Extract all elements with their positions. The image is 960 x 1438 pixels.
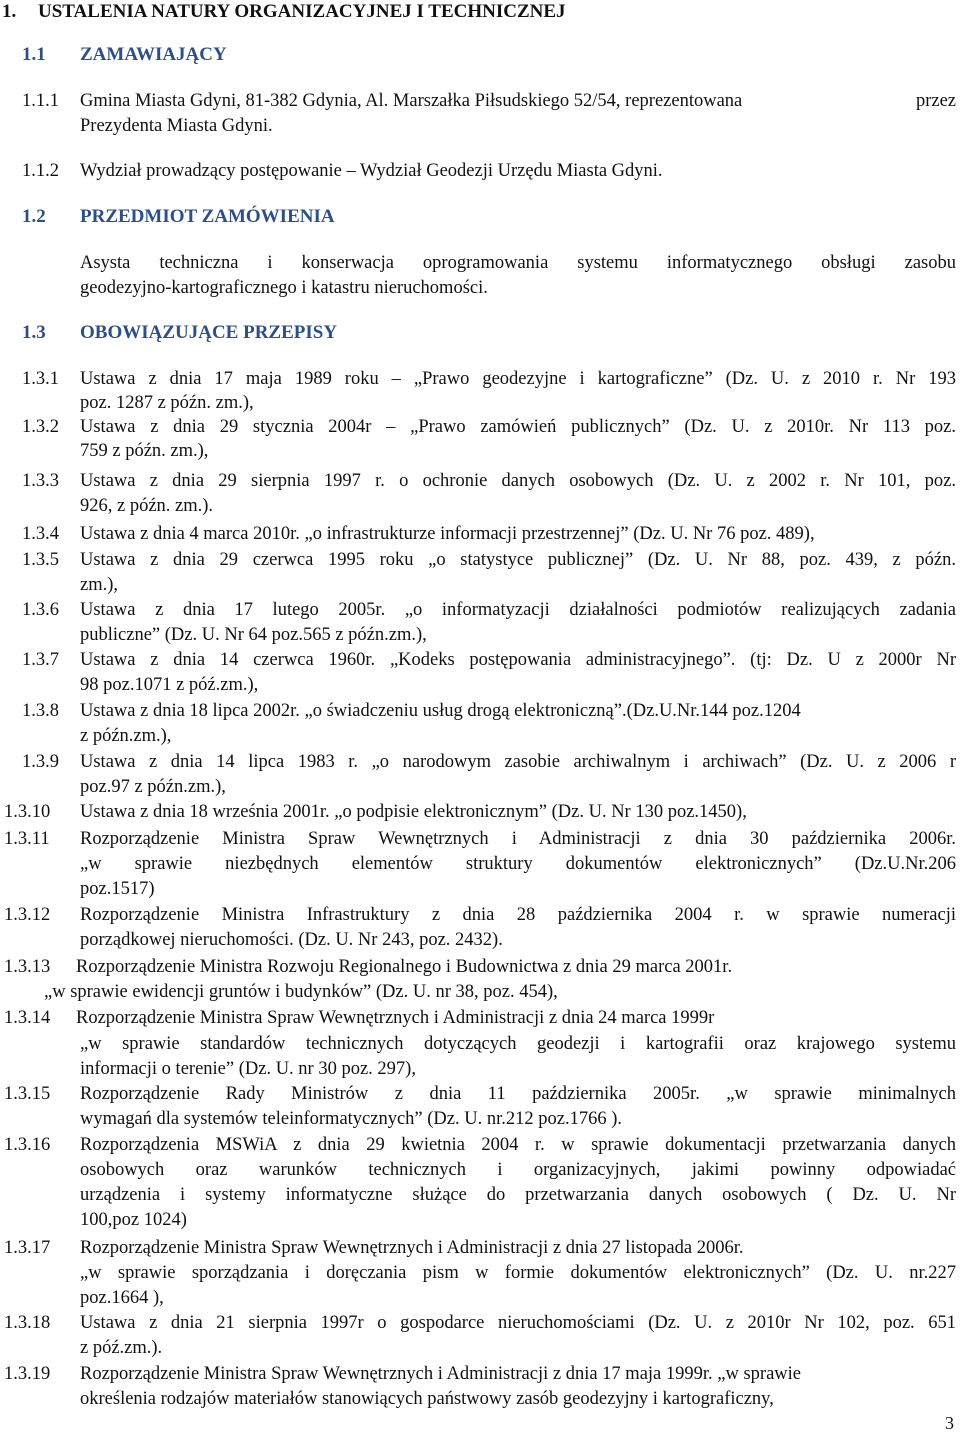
item-text: Prezydenta Miasta Gdyni. — [80, 116, 273, 136]
section-title: OBOWIĄZUJĄCE PRZEPISY — [80, 322, 338, 343]
paragraph-text: Asysta techniczna i konserwacja oprogramowania systemu informatycznego obsługi zasobu — [80, 253, 956, 273]
item-number: 1.3.19 — [4, 1364, 51, 1384]
item-text: 759 z późn. zm.), — [80, 441, 209, 461]
item-text: Ustawa z dnia 14 lipca 1983 r. „o narodowym zasobie archiwalnym i archiwach” (Dz. U. z 2006 r — [80, 752, 956, 772]
item-number: 1.3.12 — [4, 905, 51, 925]
item-text: Ustawa z dnia 29 stycznia 2004r – „Prawo zamówień publicznych” (Dz. U. z 2010r. Nr 113 poz. — [80, 417, 956, 437]
item-text: „w sprawie standardów technicznych dotyczących geodezji i kartografii oraz krajowego systemu — [80, 1034, 956, 1054]
item-number: 1.3.15 — [4, 1084, 51, 1104]
item-number: 1.3.14 — [4, 1008, 51, 1028]
item-number: 1.3.16 — [4, 1135, 51, 1155]
item-text: z późn.zm.), — [80, 726, 172, 746]
item-number: 1.3.3 — [22, 471, 59, 491]
item-text: poz.97 z późn.zm.), — [80, 777, 226, 797]
item-number: 1.3.6 — [22, 600, 59, 620]
item-text: poz.1664 ), — [80, 1288, 164, 1308]
item-number: 1.1.2 — [22, 161, 59, 181]
item-text: Rozporządzenie Ministra Rozwoju Regionalnego i Budownictwa z dnia 29 marca 2001r. — [76, 957, 733, 977]
item-text: informacji o terenie” (Dz. U. nr 30 poz. 297), — [80, 1059, 416, 1079]
item-text: Rozporządzenie Ministra Spraw Wewnętrznych i Administracji z dnia 30 października 2006r. — [80, 829, 956, 849]
item-text: Ustawa z dnia 18 września 2001r. „o podpisie elektronicznym” (Dz. U. Nr 130 poz.1450), — [80, 802, 747, 822]
section-number: 1. — [2, 1, 17, 22]
item-text: 98 poz.1071 z póź.zm.), — [80, 675, 259, 695]
item-text: Ustawa z dnia 14 czerwca 1960r. „Kodeks postępowania administracyjnego”. (tj: Dz. U z 2000r Nr — [80, 650, 956, 670]
item-number: 1.3.1 — [22, 369, 59, 389]
item-text: Rozporządzenie Ministra Spraw Wewnętrznych i Administracji z dnia 27 listopada 2006r. — [80, 1238, 744, 1258]
item-text: porządkowej nieruchomości. (Dz. U. Nr 243, poz. 2432). — [80, 930, 503, 950]
item-text: Ustawa z dnia 29 sierpnia 1997 r. o ochronie danych osobowych (Dz. U. z 2002 r. Nr 101, poz. — [80, 471, 956, 491]
section-number: 1.3 — [22, 322, 46, 343]
item-text: Rozporządzenie Ministra Spraw Wewnętrznych i Administracji z dnia 17 maja 1999r. „w sprawie — [80, 1364, 802, 1384]
item-number: 1.1.1 — [22, 91, 59, 111]
section-number: 1.1 — [22, 44, 46, 65]
item-text: Ustawa z dnia 17 lutego 2005r. „o informatyzacji działalności podmiotów realizujących zadania — [80, 600, 956, 620]
item-text: Wydział prowadzący postępowanie – Wydział Geodezji Urzędu Miasta Gdyni. — [80, 161, 663, 181]
item-number: 1.3.10 — [4, 802, 51, 822]
item-text: „w sprawie ewidencji gruntów i budynków” (Dz. U. nr 38, poz. 454), — [44, 982, 558, 1002]
item-number: 1.3.4 — [22, 524, 59, 544]
item-number: 1.3.8 — [22, 701, 59, 721]
item-text: wymagań dla systemów teleinformatycznych” (Dz. U. nr.212 poz.1766 ). — [80, 1109, 623, 1129]
item-text: poz. 1287 z późn. zm.), — [80, 393, 254, 413]
paragraph-text: geodezyjno-kartograficznego i katastru nieruchomości. — [80, 278, 488, 298]
item-text: Ustawa z dnia 18 lipca 2002r. „o świadczeniu usług drogą elektroniczną”.(Dz.U.Nr.144 poz.1204 — [80, 701, 801, 721]
item-text: 100,poz 1024) — [80, 1210, 187, 1230]
item-number: 1.3.7 — [22, 650, 59, 670]
item-text: Rozporządzenia MSWiA z dnia 29 kwietnia 2004 r. w sprawie dokumentacji przetwarzania danych — [80, 1135, 956, 1155]
item-text: Rozporządzenie Ministra Infrastruktury z dnia 28 października 2004 r. w sprawie numeracji — [80, 905, 956, 925]
item-text: Ustawa z dnia 21 sierpnia 1997r o gospodarce nieruchomościami (Dz. U. z 2010r Nr 102, poz. 651 — [80, 1313, 956, 1333]
item-text: osobowych oraz warunków technicznych i organizacyjnych, jakimi powinny odpowiadać — [80, 1160, 956, 1180]
item-text: z póź.zm.). — [80, 1338, 163, 1358]
item-text: 926, z późn. zm.). — [80, 496, 214, 516]
section-title: ZAMAWIAJĄCY — [80, 44, 227, 65]
item-number: 1.3.13 — [4, 957, 51, 977]
item-text: publiczne” (Dz. U. Nr 64 poz.565 z późn.zm.), — [80, 625, 427, 645]
item-number: 1.3.17 — [4, 1238, 51, 1258]
item-number: 1.3.11 — [4, 829, 50, 849]
item-number: 1.3.5 — [22, 550, 59, 570]
item-text: Ustawa z dnia 29 czerwca 1995 roku „o statystyce publicznej” (Dz. U. Nr 88, poz. 439, z późn. — [80, 550, 956, 570]
item-text: Ustawa z dnia 4 marca 2010r. „o infrastrukturze informacji przestrzennej” (Dz. U. Nr 76 poz. 489), — [80, 524, 815, 544]
item-text: określenia rodzajów materiałów stanowiących państwowy zasób geodezyjny i kartograficzny, — [80, 1389, 774, 1409]
item-text: Rozporządzenie Rady Ministrów z dnia 11 października 2005r. „w sprawie minimalnych — [80, 1084, 956, 1104]
page-number: 3 — [945, 1413, 954, 1433]
item-text: Gmina Miasta Gdyni, 81-382 Gdynia, Al. Marszałka Piłsudskiego 52/54, reprezentowana — [80, 91, 743, 111]
item-text-tail: przez — [915, 91, 956, 111]
item-text: „w sprawie niezbędnych elementów struktury dokumentów elektronicznych” (Dz.U.Nr.206 — [80, 854, 956, 874]
item-text: Ustawa z dnia 17 maja 1989 roku – „Prawo geodezyjne i kartograficzne” (Dz. U. z 2010 r. Nr 193 — [80, 369, 956, 389]
item-number: 1.3.2 — [22, 417, 59, 437]
item-number: 1.3.18 — [4, 1313, 51, 1333]
item-number: 1.3.9 — [22, 752, 59, 772]
item-text: poz.1517) — [80, 879, 155, 899]
section-title: USTALENIA NATURY ORGANIZACYJNEJ I TECHNICZNEJ — [38, 1, 566, 22]
section-number: 1.2 — [22, 206, 46, 227]
item-text: zm.), — [80, 575, 119, 595]
item-text: urządzenia i systemy informatyczne służące do przetwarzania danych osobowych ( Dz. U. Nr — [80, 1185, 956, 1205]
item-text: Rozporządzenie Ministra Spraw Wewnętrznych i Administracji z dnia 24 marca 1999r — [76, 1008, 715, 1028]
section-title: PRZEDMIOT ZAMÓWIENIA — [80, 206, 335, 227]
item-text: „w sprawie sporządzania i doręczania pism w formie dokumentów elektronicznych” (Dz. U. nr.227 — [80, 1263, 956, 1283]
